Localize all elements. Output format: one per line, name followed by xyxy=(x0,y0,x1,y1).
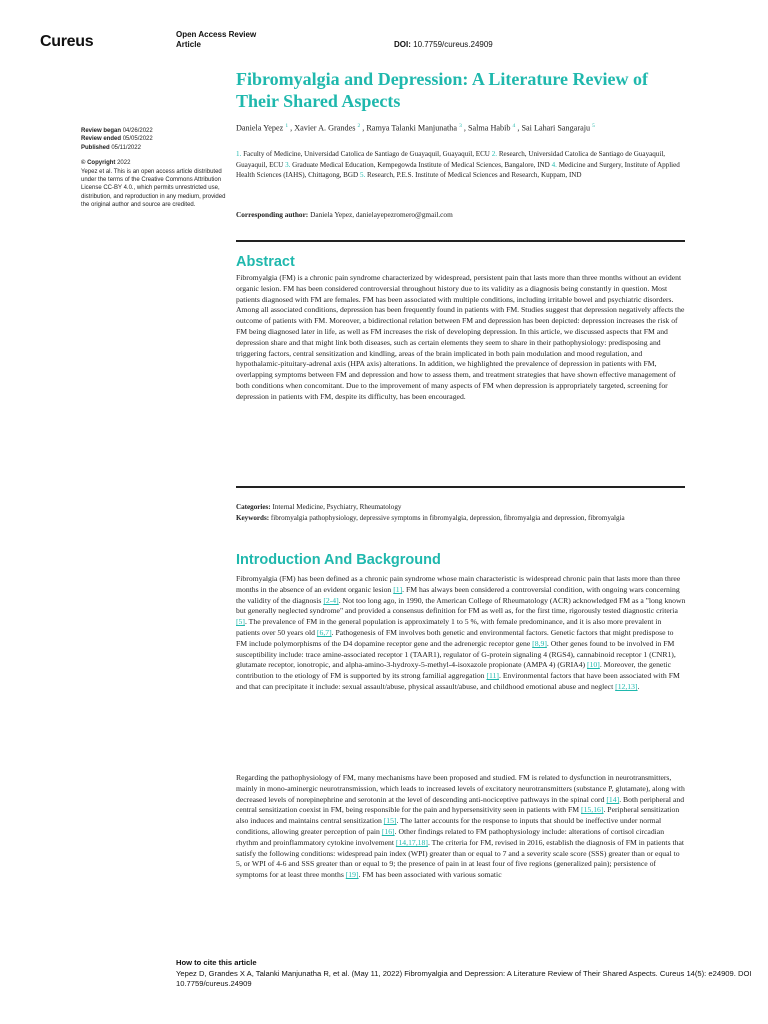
categories-keywords xyxy=(236,502,686,523)
article-type xyxy=(176,30,256,50)
copyright: © Copyright 2022 xyxy=(81,160,131,167)
citation-link[interactable]: [5] xyxy=(236,617,245,627)
citation-link[interactable]: [16] xyxy=(381,826,395,836)
keywords: Keywords: fibromyalgia pathophysiology, depressive symptoms in fibromyalgia, depression, fibromyalgia and depression, fibromyalgia xyxy=(236,513,625,522)
citation-link[interactable]: [14,17,18] xyxy=(395,837,428,847)
article-type-line2: Article xyxy=(176,40,201,49)
citation-link[interactable]: [12,13] xyxy=(615,681,638,691)
author-affiliation-number: 1 xyxy=(285,123,289,129)
section-divider xyxy=(236,486,685,488)
citation-link[interactable]: [1] xyxy=(393,584,403,594)
body-text: . FM has been associated with various somatic xyxy=(358,870,502,880)
affiliation-text: Research, Universidad Catolica de Santiago de Guayaquil, Guayaquil, ECU xyxy=(236,150,666,169)
citation-link[interactable]: [15] xyxy=(383,816,397,826)
author-name[interactable]: Daniela Yepez xyxy=(236,123,286,133)
author-list: Daniela Yepez $^1$ , Xavier A. Grandes $^2$ , Ramya Talanki Manjunatha $^3$ , Salma Habib $^4$ , Sai Lahari Sangaraju $^5$ xyxy=(236,123,595,133)
affiliation-text: Graduate Medical Education, Kempegowda Institute of Medical Sciences, Bangalore, IND xyxy=(292,160,552,169)
citation-link[interactable]: [14] xyxy=(606,794,620,804)
body-text: . Pathogenesis of FM involves both genetic and environmental factors. Genetic factors that might predispose to FM include polymorphisms of the D4 dopamine receptor gene and the adrenergic receptor gene xyxy=(236,627,674,648)
citation-text: Yepez D, Grandes X A, Talanki Manjunatha R, et al. (May 11, 2022) Fibromyalgia and Depression: A Literature Review of Their Shared Aspects. Cureus 14(5): e24909. DOI 10.7759/cureus.24909 xyxy=(176,968,752,988)
author-affiliation-number: 5 xyxy=(592,123,595,129)
body-text: . Both peripheral and central sensitization coexist in FM, being responsible for the pain and hypersensitivity seen in patients with FM xyxy=(236,794,685,815)
citation-link[interactable]: [15,16] xyxy=(581,805,604,815)
body-text: . Other findings related to FM pathophysiology include: alterations of cortisol circadian rhythm and proinflammatory cytokine involvement xyxy=(236,826,665,847)
body-text: . The prevalence of FM in the general population is approximately 1 to 5 %, with female predominance, and it is also more prevalent in patients over 50 years old xyxy=(236,617,662,637)
article-type-line1: Open Access Review xyxy=(176,30,257,39)
abstract-heading: Abstract xyxy=(236,254,295,270)
citation-link[interactable]: [8,9] xyxy=(532,638,547,648)
body-text: Fibromyalgia (FM) has been defined as a chronic pain syndrome whose main characteristic is widespread chronic pain that lasts more than three months in the absence of an evident organic lesion xyxy=(236,574,681,594)
body-text: . Other genes found to be involved in FM susceptibility include: trace amine-associated receptor 1 (TAAR1), regulator of G-protein signaling 4 (RGS4), cannabinoid receptor 1 (CNR1), glutamate receptor, ionotropic, and alpha-amino-3-hydroxy-5-methyl-4-isoxazole propionate (AMPA 4) (GRIA4) xyxy=(236,638,676,670)
affiliations xyxy=(236,149,686,181)
citation-link[interactable]: [10] xyxy=(587,660,600,670)
citation-link[interactable]: [2-4] xyxy=(323,595,339,605)
author-name[interactable]: Salma Habib xyxy=(467,123,513,133)
citation-link[interactable]: [19] xyxy=(345,870,359,880)
body-text: Regarding the pathophysiology of FM, many mechanisms have been proposed and studied. FM is related to dysfunction in neurotransmitters, mainly in mono-aminergic neurotransmission, which leads to increased levels of excitatory neurotransmitters (substance P, glutamate), along with decreased levels of norepinephrine and serotonin at the level of descending anti-nociceptive pathways in the spinal cord xyxy=(236,773,685,804)
author-name[interactable]: Ramya Talanki Manjunatha xyxy=(366,123,460,133)
categories: Categories: Internal Medicine, Psychiatry, Rheumatology xyxy=(236,503,402,511)
body-text: . The latter accounts for the response to inputs that should be ineffective under normal conditions, allowing greater perception of pain xyxy=(236,816,662,836)
intro-heading: Introduction And Background xyxy=(236,552,441,568)
body-text: . The criteria for FM, revised in 2016, establish the diagnosis of FM in patients that satisfy the following conditions: widespread pain index (WPI) greater than or equal to 7 and a severity scale score (SSS) greater than or equal to 5, or WPI of 4-6 and SSS greater than or equal to 9; the presence of pain in at least four of five regions (generalized pain); persistence of symptoms for at least three months xyxy=(236,837,685,880)
license-text: Yepez et al. This is an open access article distributed under the terms of the Creative Commons Attribution License CC-BY 4.0., which permits unrestricted use, distribution, and reproduction in any medium, provided the original author and source are credited. xyxy=(81,168,226,209)
author-affiliation-number: 4 xyxy=(512,123,516,129)
body-text: . FM has always been considered a controversial condition, with ongoing wars concerning the validity of the diagnosis xyxy=(236,584,680,605)
affiliation-text: Research, P.E.S. Institute of Medical Sciences and Research, Kuppam, IND xyxy=(367,171,582,179)
intro-paragraph-1 xyxy=(236,574,686,693)
body-text: . Moreover, the genetic contribution to the etiology of FM is supported by its strong familial aggregation xyxy=(236,660,672,681)
affiliation-text: Medicine and Surgery, Institute of Applied Health Sciences (IAHS), Chittagong, BGD xyxy=(236,160,680,179)
body-text: . xyxy=(637,681,640,691)
citation-footer xyxy=(176,958,756,990)
body-text: . Not too long ago, in 1990, the American College of Rheumatology (ACR) acknowledged FM as a "long known but generally neglected syndrome" and provided a consensus definition for FM as well as, for the first time, rigorously tested diagnostic criteria xyxy=(236,595,686,616)
body-text: . Environmental factors that have been associated with FM and that can precipitate it include: sexual assault/abuse, physical assault/abuse, and childhood emotional abuse and neglect xyxy=(236,671,680,691)
abstract-text: Fibromyalgia (FM) is a chronic pain syndrome characterized by widespread, persistent pain that lasts more than three months without an evident organic lesion. FM has been considered controversial throughout history due to its validity as a diagnosis being constantly in question. Most patients diagnosed with FM are females. FM has been associated with multiple conditions, including irritable bowel and psychiatric disorders. Among all associated conditions, depression has been frequently found in patients with FM. Studies suggest that depression negatively affects the outcome of patients with FM. Moreover, a bidirectional relation between FM and depression has been depicted: depression increases the risk of FM being diagnosed later in life, as well as FM increases the risk of developing depression. In this article, we discussed aspects that FM and depression share and that might link both diseases, such as certain elements they seem to share in their pathophysiology: predisposing and triggering factors, central sensitization and kindling, areas of the brain implicated in both pain modulation and mood regulation, and hypothalamic-pituitary-adrenal axis (HPA axis) alterations. In addition, we highlighted the prevalence of depression in patients with FM, overlapping symptoms between FM and depression and how to assess them, and treatment strategies that have shown effective management of both conditions when concomitant. Due to the improvement of many aspects of FM when depression is appropriately targeted, screening for depression in patients with FM, despite its difficulty, has been encouraged. xyxy=(236,273,685,401)
review-ended: Review ended 05/05/2022 xyxy=(81,136,153,143)
citation-title: How to cite this article xyxy=(176,958,257,967)
affiliation-number: 1. xyxy=(236,150,244,158)
intro-paragraph-2 xyxy=(236,773,686,881)
citation-link[interactable]: [6,7] xyxy=(316,627,332,637)
review-dates-sidebar xyxy=(81,127,227,210)
author-affiliation-number: 2 xyxy=(357,123,361,129)
doi xyxy=(394,40,493,50)
corresponding-author: Corresponding author: Daniela Yepez, danielayepezromero@gmail.com xyxy=(236,210,453,219)
author-name[interactable]: Xavier A. Grandes xyxy=(294,123,358,133)
author-name[interactable]: Sai Lahari Sangaraju xyxy=(521,123,593,133)
section-divider xyxy=(236,240,685,242)
published-date: Published 05/11/2022 xyxy=(81,144,141,151)
affiliation-number: 5. xyxy=(359,171,368,179)
body-text: . Peripheral sensitization also induces and maintains central sensitization xyxy=(236,805,680,826)
doi-value[interactable]: 10.7759/cureus.24909 xyxy=(410,40,493,49)
affiliation-text: Faculty of Medicine, Universidad Catolica de Santiago de Guayaquil, Guayaquil, ECU xyxy=(243,150,492,158)
citation-link[interactable]: [11] xyxy=(486,671,499,681)
cureus-logo: Cureus xyxy=(40,33,94,50)
doi-label: DOI: xyxy=(394,40,411,49)
affiliation-number: 3. xyxy=(285,160,293,169)
review-began: Review began 04/26/2022 xyxy=(81,128,153,134)
affiliation-number: 2. xyxy=(491,150,499,158)
article-title: Fibromyalgia and Depression: A Literature Review of Their Shared Aspects xyxy=(236,69,648,111)
author-affiliation-number: 3 xyxy=(459,123,462,129)
affiliation-number: 4. xyxy=(551,160,559,169)
corresponding-contact[interactable]: Daniela Yepez, danielayepezromero@gmail.com xyxy=(308,210,453,219)
